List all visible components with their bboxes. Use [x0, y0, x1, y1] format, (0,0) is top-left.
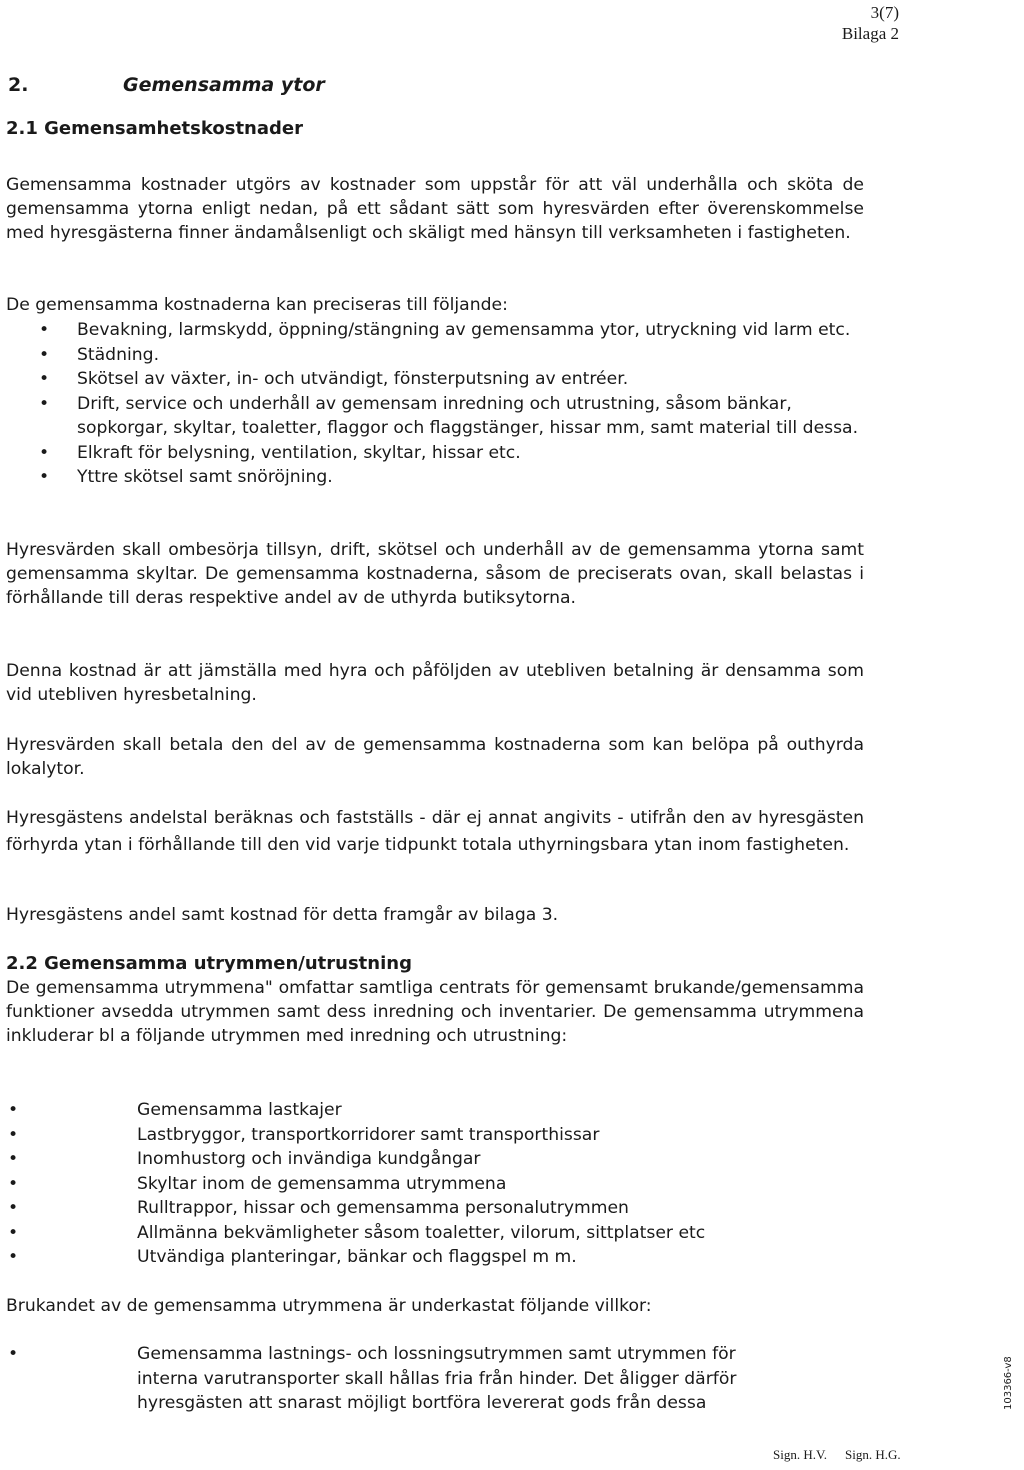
section-number: 2.	[8, 74, 29, 96]
section-title: Gemensamma ytor	[123, 74, 325, 96]
list-item: • Skötsel av växter, in- och utvändigt, fönsterputsning av entréer.	[39, 369, 629, 389]
list-item: • Gemensamma lastnings- och lossningsutrymmen samt utrymmen för interna varutransporter skall hållas fria från hinder. Det åligger därför hyresgästen att snarast möjligt bortföra levererat gods från dessa	[8, 1344, 737, 1413]
paragraph: Hyresvärden skall ombesörja tillsyn, drift, skötsel och underhåll av de gemensamma ytorna samt gemensamma skyltar. De gemensamma kostnaderna, såsom de preciserats ovan, skall belastas i förhållande till deras respektive andel av de uthyrda butiksytorna.	[6, 540, 864, 608]
list-item: • Allmänna bekvämligheter såsom toaletter, vilorum, sittplatser etc	[8, 1222, 706, 1243]
paragraph: De gemensamma utrymmena" omfattar samtliga centrats för gemensamt brukande/gemensamma funktioner avsedda utrymmen samt dess inredning och inventarier. De gemensamma utrymmena inkluderar bl a följande utrymmen med inredning och utrustning:	[6, 978, 864, 1046]
list-item: • Elkraft för belysning, ventilation, skyltar, hissar etc.	[39, 442, 521, 463]
cost-list	[6, 318, 866, 490]
list-item: • Utvändiga planteringar, bänkar och flaggspel m m.	[8, 1247, 577, 1267]
paragraph: Hyresvärden skall betala den del av de gemensamma kostnaderna som kan belöpa på outhyrda lokalytor.	[6, 735, 864, 779]
paragraph: Hyresgästens andel samt kostnad för detta framgår av bilaga 3.	[6, 905, 559, 925]
list-item: • Drift, service och underhåll av gemensam inredning och utrustning, såsom bänkar, sopkorgar, skyltar, toaletter, flaggor och flaggstänger, hissar mm, samt material till dessa.	[39, 393, 859, 438]
list-item: • Bevakning, larmskydd, öppning/stängning av gemensamma ytor, utryckning vid larm etc.	[39, 320, 851, 340]
spaces-list	[6, 1098, 866, 1270]
document-id: 103366-v8	[1003, 1356, 1014, 1410]
list-item: • Rulltrappor, hissar och gemensamma personalutrymmen	[8, 1198, 629, 1218]
list-item: • Lastbryggor, transportkorridorer samt transporthissar	[8, 1124, 600, 1145]
subsection-2-2-title: 2.2 Gemensamma utrymmen/utrustning	[6, 953, 412, 974]
list-item: • Städning.	[39, 344, 160, 365]
page-number: 3(7)	[870, 3, 899, 22]
signature-label-hv: Sign. H.V.	[773, 1447, 827, 1462]
signature-label-hg: Sign. H.G.	[845, 1447, 901, 1462]
conditions-list	[6, 1342, 741, 1416]
paragraph: Brukandet av de gemensamma utrymmena är underkastat följande villkor:	[6, 1296, 652, 1316]
paragraph: Hyresgästens andelstal beräknas och fastställs - där ej annat angivits - utifrån den av hyresgästen förhyrda ytan i förhållande till den vid varje tidpunkt totala uthyrningsbara ytan inom fastigheten.	[6, 808, 864, 855]
subsection-2-1-title: 2.1 Gemensamhetskostnader	[6, 118, 303, 139]
paragraph: Denna kostnad är att jämställa med hyra och påföljden av utebliven betalning är densamma som vid utebliven hyresbetalning.	[6, 661, 864, 705]
page-header	[842, 2, 899, 44]
list-item: • Yttre skötsel samt snöröjning.	[39, 467, 333, 487]
list-item: • Gemensamma lastkajer	[8, 1100, 342, 1120]
list-item: • Inomhustorg och invändiga kundgångar	[8, 1149, 481, 1169]
paragraph: Gemensamma kostnader utgörs av kostnader som uppstår för att väl underhålla och sköta de gemensamma ytorna enligt nedan, på ett sådant sätt som hyresvärden efter överenskommelse med hyresgästerna finner ändamålsenligt och skäligt med hänsyn till verksamheten i fastigheten.	[6, 175, 864, 243]
section-heading	[8, 74, 325, 96]
paragraph: De gemensamma kostnaderna kan preciseras till följande:	[6, 295, 508, 315]
list-item: • Skyltar inom de gemensamma utrymmena	[8, 1173, 507, 1194]
annex-label: Bilaga 2	[841, 24, 899, 43]
